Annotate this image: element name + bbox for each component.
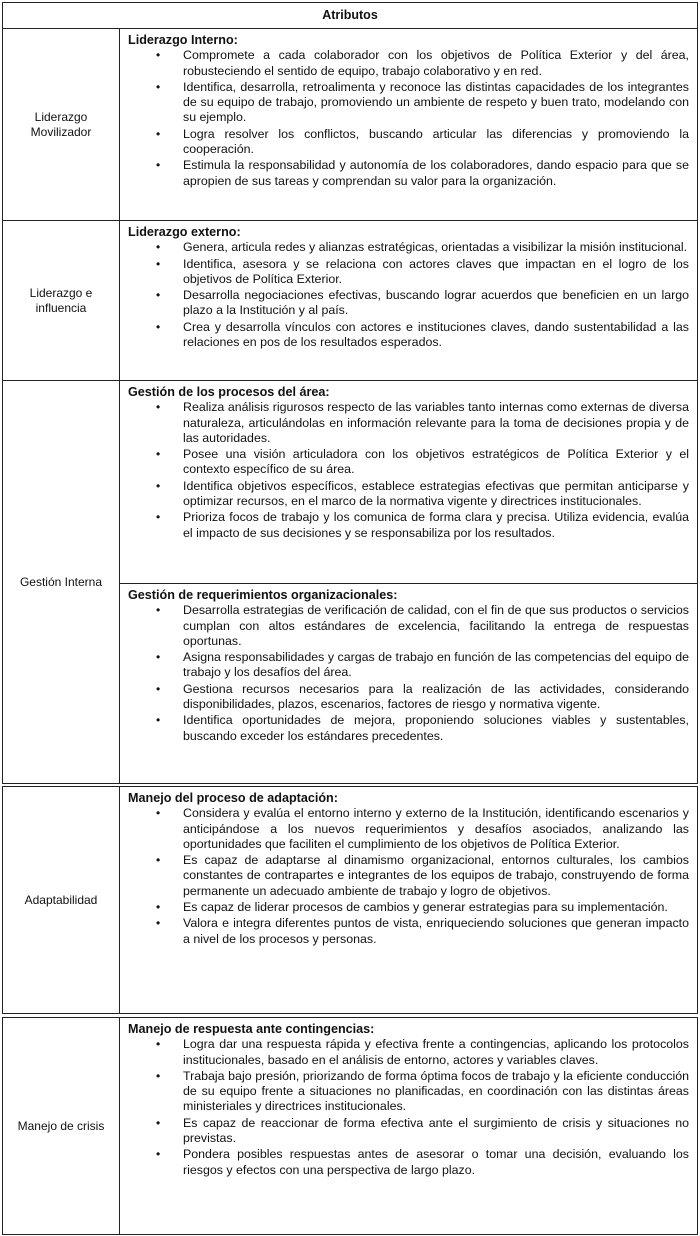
list-item: • Posee una visión articuladora con los objetivos estratégicos de Política Exterior y el contexto específico de su área. [128,447,689,478]
header-title: Atributos [322,8,378,22]
bullet-list [128,400,689,541]
list-item: • Gestiona recursos necesarios para la realización de las actividades, considerando disponibilidades, plazos, escenarios, factores de riesgo y normativa vigente. [128,682,689,713]
section-title: Manejo de respuesta ante contingencias: [128,1022,375,1036]
list-item: • Genera, articula redes y alianzas estratégicas, orientadas a visibilizar la misión institucional. [128,240,689,255]
list-item: • Estimula la responsabilidad y autonomía de los colaboradores, dando espacio para que se apropien de sus tareas y comprendan su valor para la organización. [128,158,689,189]
section [120,1018,697,1234]
section-title: Manejo del proceso de adaptación: [128,791,338,805]
attribute-label-text: Liderazgo Movilizador [30,109,92,139]
list-item: • Logra resolver los conflictos, buscando articular las diferencias y promoviendo la cooperación. [128,127,689,158]
list-item: • Compromete a cada colaborador con los objetivos de Política Exterior y del área, robusteciendo el sentido de equipo, trabajo colaborativo y en red. [128,48,689,79]
section-title: Liderazgo externo: [128,225,241,239]
attribute-label-text: Gestión Interna [19,574,103,589]
attribute-content [120,221,697,380]
table-row [2,1017,698,1235]
table-row [2,786,698,1014]
attribute-label [3,29,120,220]
attribute-label-text: Manejo de crisis [17,1118,105,1133]
section [120,381,697,583]
list-item: • Valora e integra diferentes puntos de vista, enriqueciendo soluciones que generan impacto a nivel de los procesos y personas. [128,916,689,947]
bullet-list [128,806,689,947]
list-item: • Identifica oportunidades de mejora, proponiendo soluciones viables y sustentables, buscando exceder los estándares precedentes. [128,713,689,744]
list-item: • Prioriza focos de trabajo y los comunica de forma clara y precisa. Utiliza evidencia, evalúa el impacto de sus decisiones y se responsabiliza por los resultados. [128,510,689,541]
list-item: • Identifica, asesora y se relaciona con actores claves que impactan en el logro de los objetivos de Política Exterior. [128,257,689,288]
list-item: • Realiza análisis rigurosos respecto de las variables tanto internas como externas de diversa naturaleza, articulándolas en información relevante para la toma de decisiones propia y de las autoridades. [128,400,689,446]
list-item: • Trabaja bajo presión, priorizando de forma óptima focos de trabajo y la eficiente conducción de su equipo frente a situaciones no planificadas, en coordinación con las distintas áreas ministeriales y directrices institucionales. [128,1069,689,1115]
list-item: • Desarrolla estrategias de verificación de calidad, con el fin de que sus productos o servicios cumplan con altos estándares de excelencia, facilitando la entrega de respuestas oportunas. [128,603,689,649]
list-item: • Pondera posibles respuestas antes de asesorar o tomar una decisión, evaluando los riesgos y efectos con una perspectiva de largo plazo. [128,1147,689,1178]
attribute-content [120,787,697,1013]
list-item: • Asigna responsabilidades y cargas de trabajo en función de las competencias del equipo de trabajo y los desafíos del área. [128,650,689,681]
section-title: Liderazgo Interno: [128,33,238,47]
attribute-label [3,221,120,380]
attribute-label [3,787,120,1013]
section-title: Gestión de los procesos del área: [128,385,330,399]
attribute-label [3,381,120,783]
table-row [2,380,698,784]
list-item: • Es capaz de adaptarse al dinamismo organizacional, entornos culturales, los cambios constantes de contrapartes e integrantes de los equipos de trabajo, construyendo de forma permanente un adecuado ambiente de trabajo y logro de objetivos. [128,853,689,899]
list-item: • Desarrolla negociaciones efectivas, buscando lograr acuerdos que beneficien en un largo plazo a la Institución y al país. [128,288,689,319]
attribute-content [120,29,697,220]
list-item: • Identifica objetivos específicos, establece estrategias efectivas que permitan anticiparse y optimizar recursos, en el marco de la normativa vigente y directrices institucionales. [128,479,689,510]
bullet-list [128,603,689,744]
bullet-list [128,48,689,189]
attribute-content [120,1018,697,1234]
list-item: • Considera y evalúa el entorno interno y externo de la Institución, identificando escenarios y anticipándose a los nuevos requerimientos y desafíos asociados, analizando las oportunidades que faciliten el cumplimiento de los objetivos de Política Exterior. [128,806,689,852]
table-header [2,2,698,29]
attribute-label [3,1018,120,1234]
bullet-list [128,240,689,350]
table-row [2,28,698,221]
list-item: • Logra dar una respuesta rápida y efectiva frente a contingencias, aplicando los protocolos institucionales, basado en el análisis de entorno, actores y variables claves. [128,1037,689,1068]
section-title: Gestión de requerimientos organizacionales: [128,588,398,602]
section [120,29,697,220]
section [120,583,697,783]
attribute-label-text: Adaptabilidad [24,892,98,907]
section [120,221,697,380]
list-item: • Identifica, desarrolla, retroalimenta y reconoce las distintas capacidades de los integrantes de su equipo de trabajo, promoviendo un ambiente de respeto y buen trato, modelando con su ejemplo. [128,80,689,126]
attribute-content [120,381,697,783]
attribute-label-text: Liderazgo e influencia [29,285,93,315]
bullet-list [128,1037,689,1178]
table-row [2,220,698,381]
section [120,787,697,1013]
list-item: • Es capaz de reaccionar de forma efectiva ante el surgimiento de crisis y situaciones no previstas. [128,1116,689,1147]
list-item: • Es capaz de liderar procesos de cambios y generar estrategias para su implementación. [128,900,689,915]
list-item: • Crea y desarrolla vínculos con actores e instituciones claves, dando sustentabilidad a las relaciones en pos de los resultados esperados. [128,320,689,351]
